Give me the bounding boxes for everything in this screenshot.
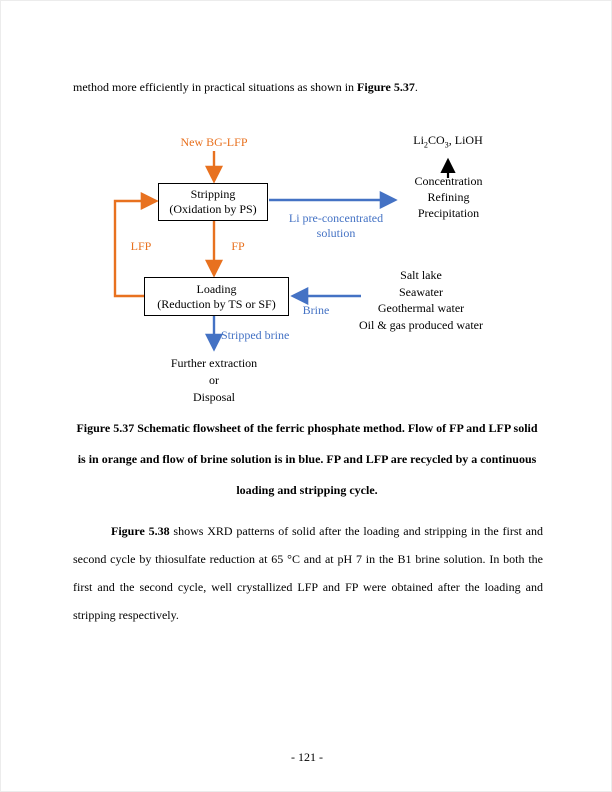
caption-line-1: Figure 5.37 Schematic flowsheet of the ferric phosphate method. Flow of FP and LFP solid	[76, 421, 538, 435]
body-paragraph	[73, 517, 543, 629]
chem-li: Li	[413, 133, 424, 147]
source-salt-lake: Salt lake	[400, 268, 442, 282]
li-preconcentrated-line2: solution	[316, 226, 356, 240]
page-number: - 121 -	[291, 750, 323, 764]
output-block	[149, 355, 279, 406]
stripping-box-title: Stripping	[190, 187, 236, 201]
li-preconcentrated-line1: Li pre-concentrated	[288, 211, 384, 225]
refine-step-refining: Refining	[427, 190, 470, 204]
label-new-bg-lfp: New BG-LFP	[180, 135, 248, 149]
source-geothermal: Geothermal water	[377, 301, 465, 315]
label-fp: FP	[231, 239, 245, 253]
stripping-box-subtitle: (Oxidation by PS)	[169, 202, 257, 216]
intro-paragraph	[73, 79, 545, 95]
label-stripped-brine: Stripped brine	[221, 328, 290, 342]
loading-box	[144, 277, 289, 316]
label-lfp: LFP	[130, 239, 152, 253]
chem-co: CO	[428, 133, 445, 147]
output-further-extraction: Further extraction	[170, 356, 258, 370]
source-oil-gas: Oil & gas produced water	[359, 317, 483, 332]
caption-line-2: is in orange and flow of brine solution is in blue. FP and LFP are recycled by a continuous	[77, 452, 537, 466]
stripping-box	[158, 183, 268, 221]
label-li-products	[393, 133, 503, 148]
body-text: shows XRD patterns of solid after the loading and stripping in the first and second cycle by thiosulfate reduction at 65 °C and at pH 7 in the B1 brine solution. In both the first and the second cycle, well crystallized LFP and FP were obtained after the loading and stripping respectively.	[73, 524, 543, 622]
brine-sources-block	[339, 267, 503, 333]
intro-text-pre: method more efficiently in practical situations as shown in	[73, 80, 358, 94]
output-disposal: Disposal	[193, 390, 235, 404]
label-li-preconcentrated	[277, 211, 395, 241]
refine-steps-block	[396, 173, 501, 221]
refine-step-precipitation: Precipitation	[417, 206, 480, 220]
loading-box-subtitle: (Reduction by TS or SF)	[157, 296, 276, 311]
chem-sub-2: 2	[423, 140, 428, 150]
refine-step-concentration: Concentration	[414, 174, 483, 188]
label-brine: Brine	[302, 303, 330, 317]
chem-sub-3: 3	[444, 140, 449, 150]
chem-lioh: , LiOH	[448, 133, 483, 147]
intro-text-post: .	[414, 80, 418, 94]
output-or: or	[209, 373, 219, 387]
figure-caption	[73, 413, 541, 506]
source-seawater: Seawater	[399, 284, 443, 299]
flowchart-arrows	[1, 131, 612, 416]
body-figure-ref: Figure 5.38	[111, 524, 170, 538]
loading-box-title: Loading	[196, 281, 237, 296]
caption-line-3: loading and stripping cycle.	[236, 483, 378, 497]
flowchart-figure	[1, 131, 612, 416]
intro-figure-ref: Figure 5.37	[357, 80, 415, 94]
